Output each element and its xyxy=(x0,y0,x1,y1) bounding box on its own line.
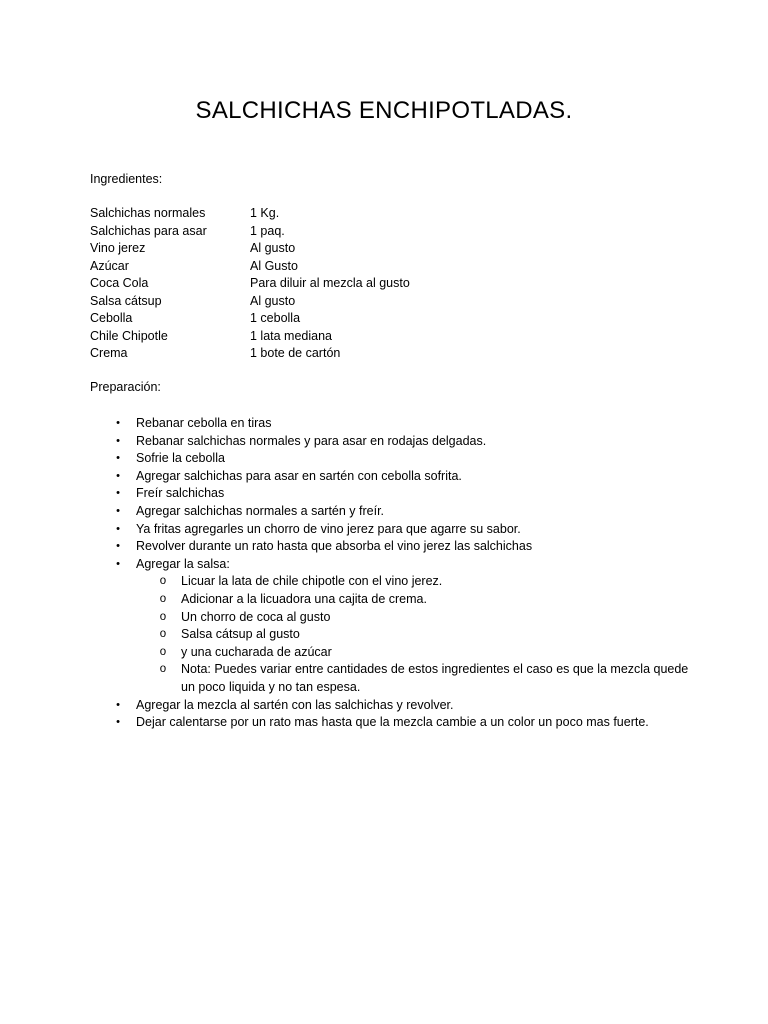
preparation-steps-list xyxy=(90,415,690,732)
sub-step-text: Licuar la lata de chile chipotle con el vino jerez. xyxy=(181,574,443,589)
step-text: Dejar calentarse por un rato mas hasta que la mezcla cambie a un color un poco mas fuerte. xyxy=(136,715,649,730)
ingredient-name: Cebolla xyxy=(90,311,133,325)
preparation-step xyxy=(90,503,690,521)
circle-bullet-icon: o xyxy=(159,610,167,623)
ingredient-quantity: 1 lata mediana xyxy=(250,328,333,343)
sub-step xyxy=(136,591,690,609)
preparation-heading: Preparación: xyxy=(90,380,161,394)
document-title: SALCHICHAS ENCHIPOTLADAS. xyxy=(195,97,573,124)
ingredient-quantity: Para diluir al mezcla al gusto xyxy=(250,276,410,290)
step-text: Agregar la salsa: xyxy=(136,556,230,571)
step-text: Rebanar cebolla en tiras xyxy=(136,416,272,430)
sub-step xyxy=(136,609,690,627)
bullet-icon: • xyxy=(116,417,120,429)
ingredient-quantity: 1 paq. xyxy=(250,223,285,238)
ingredient-quantity: Al gusto xyxy=(250,241,296,255)
bullet-icon: • xyxy=(116,452,120,465)
preparation-step xyxy=(90,468,690,486)
preparation-step xyxy=(90,415,690,433)
ingredient-row xyxy=(90,275,690,293)
preparation-step xyxy=(90,714,690,732)
bullet-icon: • xyxy=(116,698,120,711)
step-text: Agregar la mezcla al sartén con las salchichas y revolver. xyxy=(136,697,454,712)
circle-bullet-icon: o xyxy=(159,645,167,658)
ingredients-table xyxy=(90,205,690,363)
sub-steps-list xyxy=(136,573,690,696)
ingredient-quantity: 1 cebolla xyxy=(250,311,301,325)
sub-step xyxy=(136,644,690,662)
ingredient-name: Salchichas para asar xyxy=(90,223,207,238)
bullet-icon: • xyxy=(116,469,120,482)
step-text: Agregar salchichas para asar en sartén con cebolla sofrita. xyxy=(136,468,462,483)
preparation-step xyxy=(90,556,690,697)
ingredient-name: Coca Cola xyxy=(90,276,149,290)
ingredient-quantity: 1 Kg. xyxy=(250,206,280,220)
step-text: Agregar salchichas normales a sartén y freír. xyxy=(136,503,385,518)
ingredient-name: Crema xyxy=(90,346,128,360)
ingredient-quantity: Al gusto xyxy=(250,293,296,308)
preparation-step xyxy=(90,485,690,503)
bullet-icon: • xyxy=(116,540,120,553)
sub-step-text: Nota: Puedes variar entre cantidades de estos ingredientes el caso es que la mezcla quede un poco liquida y no tan espesa. xyxy=(181,662,689,694)
sub-step xyxy=(136,661,690,696)
ingredient-name: Azúcar xyxy=(90,258,129,273)
preparation-step xyxy=(90,697,690,715)
circle-bullet-icon: o xyxy=(159,628,167,641)
sub-step-text: Adicionar a la licuadora una cajita de crema. xyxy=(181,591,427,606)
preparation-step xyxy=(90,433,690,451)
ingredient-row xyxy=(90,240,690,258)
circle-bullet-icon: o xyxy=(159,592,167,605)
ingredients-heading: Ingredientes: xyxy=(90,172,163,186)
ingredient-row xyxy=(90,310,690,328)
bullet-icon: • xyxy=(116,557,120,570)
step-text: Sofrie la cebolla xyxy=(136,451,225,466)
preparation-step xyxy=(90,450,690,468)
bullet-icon: • xyxy=(116,522,120,535)
ingredient-quantity: 1 bote de cartón xyxy=(250,346,341,360)
bullet-icon: • xyxy=(116,487,120,500)
step-text: Revolver durante un rato hasta que absorba el vino jerez las salchichas xyxy=(136,539,533,554)
ingredient-name: Salsa cátsup xyxy=(90,293,162,308)
ingredient-row xyxy=(90,293,690,311)
bullet-icon: • xyxy=(116,504,120,517)
circle-bullet-icon: o xyxy=(159,663,167,676)
bullet-icon: • xyxy=(116,716,120,729)
sub-step xyxy=(136,573,690,591)
ingredient-row xyxy=(90,328,690,346)
preparation-step xyxy=(90,538,690,556)
ingredient-row xyxy=(90,205,690,223)
ingredient-row xyxy=(90,223,690,241)
step-text: Ya fritas agregarles un chorro de vino jerez para que agarre su sabor. xyxy=(136,521,521,536)
ingredient-row xyxy=(90,345,690,363)
ingredient-name: Vino jerez xyxy=(90,241,146,255)
ingredient-row xyxy=(90,258,690,276)
circle-bullet-icon: o xyxy=(159,575,167,588)
preparation-step xyxy=(90,521,690,539)
ingredient-name: Chile Chipotle xyxy=(90,328,168,343)
sub-step-text: y una cucharada de azúcar xyxy=(181,644,332,659)
ingredient-quantity: Al Gusto xyxy=(250,258,298,273)
ingredient-name: Salchichas normales xyxy=(90,206,206,220)
sub-step xyxy=(136,626,690,644)
step-text: Freír salchichas xyxy=(136,486,225,501)
step-text: Rebanar salchichas normales y para asar en rodajas delgadas. xyxy=(136,433,487,448)
sub-step-text: Salsa cátsup al gusto xyxy=(181,627,300,642)
bullet-icon: • xyxy=(116,434,120,447)
sub-step-text: Un chorro de coca al gusto xyxy=(181,609,331,624)
